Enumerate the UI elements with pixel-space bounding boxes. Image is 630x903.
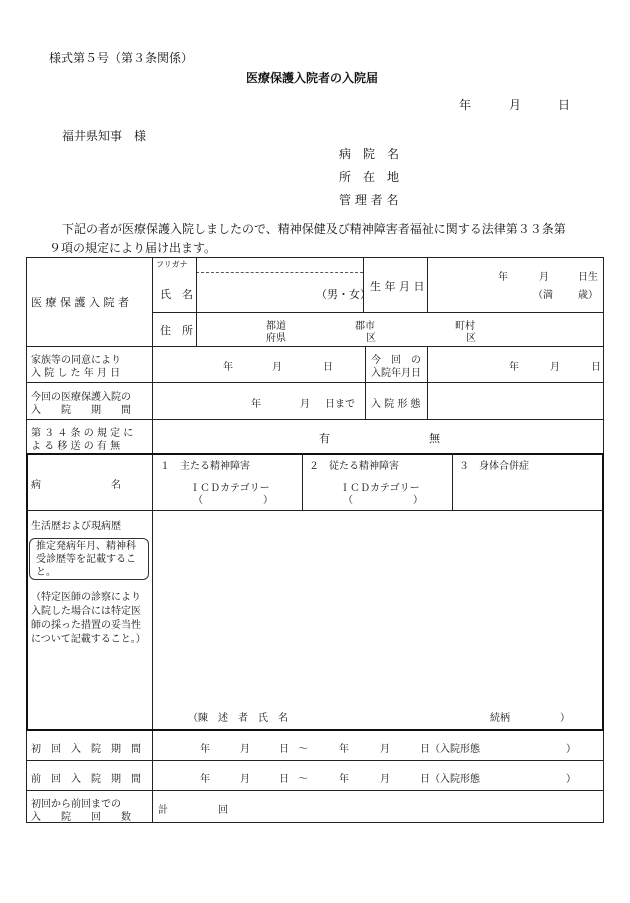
- history-note-1: 推定発病年月、精神科 受診歴等を記載するこ と。: [36, 541, 136, 578]
- age-open: （満: [533, 290, 553, 301]
- count-label-2: 入 院 回 数: [31, 812, 131, 823]
- age-close: 歳）: [578, 290, 598, 301]
- first-month-end: 月: [380, 744, 390, 755]
- previous-year: 年: [200, 774, 210, 785]
- town-line-1: 町村: [455, 321, 475, 332]
- sender-location: 所 在 地: [339, 170, 400, 184]
- consent-label-1: 家族等の同意により: [31, 355, 121, 366]
- previous-month: 月: [240, 774, 250, 785]
- transfer-label-1: 第 ３ ４ 条 の 規 定 に: [31, 428, 134, 439]
- pref-line-2: 府県: [266, 333, 286, 344]
- history-label: 生活歴および現病歴: [31, 521, 121, 532]
- first-admission-label: 初 回 入 院 期 間: [31, 744, 141, 755]
- furigana-label: フリガナ: [156, 260, 188, 269]
- this-time-label-2: 入院年月日: [371, 368, 421, 379]
- sender-manager: 管 理 者 名: [339, 193, 399, 207]
- previous-admission-label: 前 回 入 院 期 間: [31, 774, 141, 785]
- first-close: ）: [566, 744, 576, 755]
- main-icd-label: ＩＣＤカテゴリー: [190, 483, 270, 494]
- rule: [26, 346, 604, 347]
- consent-year: 年: [223, 362, 233, 373]
- rule: [26, 510, 604, 511]
- rule: [427, 257, 428, 313]
- rule: [427, 312, 604, 313]
- transfer-label-2: よ る 移 送 の 有 無: [31, 441, 121, 452]
- sex-options: （男・女）: [316, 288, 371, 301]
- sender-hospital: 病 院 名: [339, 147, 400, 161]
- date-month: 月: [509, 98, 522, 112]
- period-year: 年: [251, 399, 261, 410]
- period-month: 月: [300, 399, 310, 410]
- addressee: 福井県知事 様: [62, 129, 147, 143]
- main-icd-value: （ ）: [193, 495, 273, 506]
- disease-label: 病 名: [31, 480, 121, 491]
- rule: [26, 419, 604, 420]
- history-note-2: （特定医師の診察により 入院した場合には特定医 師の採った措置の妥当性 について記載すること。）: [31, 592, 146, 645]
- rule: [152, 312, 427, 313]
- city-line-2: 区: [366, 333, 376, 344]
- name-label: 氏 名: [160, 288, 193, 301]
- this-time-year: 年: [509, 362, 519, 373]
- count-total: 計: [158, 805, 168, 816]
- this-time-month: 月: [550, 362, 560, 373]
- birth-day: 日生: [578, 272, 598, 283]
- transfer-no: 無: [429, 432, 440, 445]
- birth-label: 生 年 月 日: [370, 280, 425, 293]
- birth-year: 年: [498, 272, 508, 283]
- consent-day: 日: [323, 362, 333, 373]
- transfer-yes: 有: [319, 432, 330, 445]
- period-label-2: 入 院 期 間: [31, 405, 131, 416]
- sub-disorder-label: ２ 従たる精神障害: [309, 461, 399, 472]
- admission-form-label: 入 院 形 態: [371, 399, 421, 410]
- relation-label: 続柄: [490, 713, 510, 724]
- rule: [363, 257, 364, 313]
- physical-complication-label: ３ 身体合併症: [459, 461, 529, 472]
- rule: [26, 760, 604, 761]
- rule: [26, 790, 604, 791]
- intro-line-1: 下記の者が医療保護入院しましたので、精神保健及び精神障害者福祉に関する法律第３３条第: [62, 222, 566, 236]
- consent-month: 月: [272, 362, 282, 373]
- intro-line-2: ９項の規定により届け出ます。: [49, 241, 217, 255]
- first-day: 日: [279, 744, 289, 755]
- patient-label: 医 療 保 護 入 院 者: [31, 296, 129, 309]
- previous-day: 日: [279, 774, 289, 785]
- consent-label-2: 入 院 し た 年 月 日: [31, 368, 121, 379]
- date-day: 日: [558, 98, 571, 112]
- first-tilde: ～: [298, 744, 308, 755]
- period-label-1: 今回の医療保護入院の: [31, 392, 131, 403]
- birth-month: 月: [539, 272, 549, 283]
- city-line-1: 郡市: [355, 321, 375, 332]
- main-disorder-label: １ 主たる精神障害: [160, 461, 250, 472]
- previous-year-end: 年: [339, 774, 349, 785]
- first-month: 月: [240, 744, 250, 755]
- first-year: 年: [200, 744, 210, 755]
- sub-icd-value: （ ）: [343, 495, 423, 506]
- count-label-1: 初回から前回までの: [31, 799, 121, 810]
- rule: [26, 382, 604, 383]
- period-until: 日まで: [325, 399, 355, 410]
- rule: [196, 257, 197, 346]
- previous-day-end: 日（入院形態: [420, 774, 480, 785]
- address-label: 住 所: [160, 324, 193, 337]
- rule: [427, 346, 428, 419]
- furigana-rule: [196, 272, 363, 273]
- previous-tilde: ～: [298, 774, 308, 785]
- date-year: 年: [459, 98, 472, 112]
- first-day-end: 日（入院形態: [420, 744, 480, 755]
- page-title: 医療保護入院者の入院届: [246, 71, 379, 85]
- rule: [365, 346, 366, 419]
- pref-line-1: 都道: [266, 321, 286, 332]
- writer-close: ）: [560, 713, 570, 724]
- writer-label: （陳 述 者 氏 名: [188, 713, 288, 724]
- town-line-2: 区: [466, 333, 476, 344]
- first-year-end: 年: [339, 744, 349, 755]
- sub-icd-label: ＩＣＤカテゴリー: [340, 483, 420, 494]
- form-number: 様式第５号（第３条関係）: [49, 51, 194, 65]
- this-time-day: 日: [591, 362, 601, 373]
- previous-close: ）: [566, 774, 576, 785]
- this-time-label-1: 今 回 の: [371, 355, 421, 366]
- previous-month-end: 月: [380, 774, 390, 785]
- count-times: 回: [218, 805, 228, 816]
